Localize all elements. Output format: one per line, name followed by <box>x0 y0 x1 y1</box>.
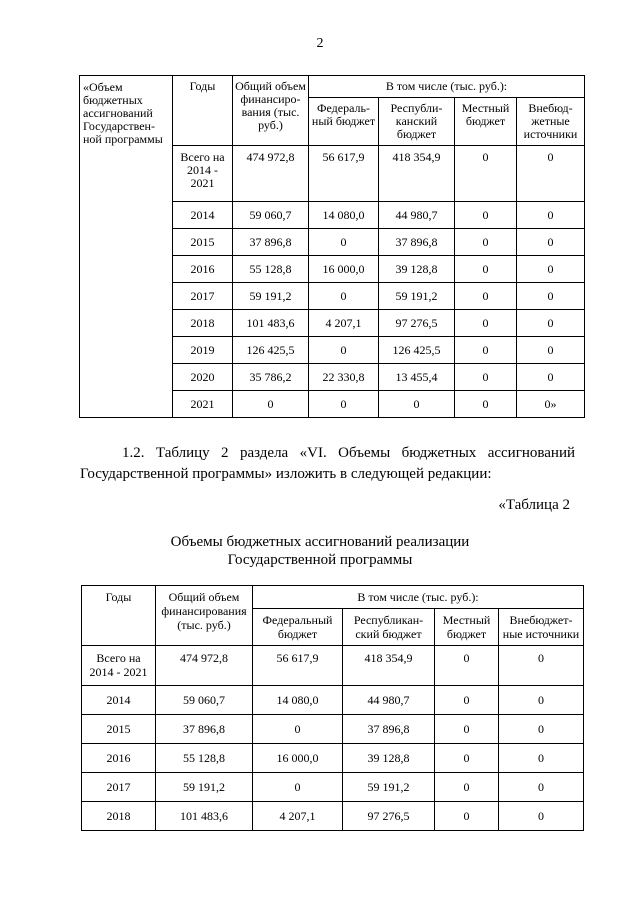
table1-cell-total: 37 896,8 <box>233 229 309 256</box>
table1-cell-year: 2017 <box>173 283 233 310</box>
table1-cell-federal: 0 <box>309 391 379 418</box>
table1-cell-extra: 0» <box>517 391 585 418</box>
table1-cell-federal: 16 000,0 <box>309 256 379 283</box>
table2-cell-federal: 0 <box>253 715 343 744</box>
table1-cell-federal: 0 <box>309 229 379 256</box>
table-number: «Таблица 2 <box>498 497 570 513</box>
table2-cell-total: 55 128,8 <box>156 744 253 773</box>
table1-header-row <box>80 76 585 98</box>
table2-cell-total: 59 191,2 <box>156 773 253 802</box>
table1-cell-local: 0 <box>455 256 517 283</box>
table1-cell-republic: 418 354,9 <box>379 146 455 202</box>
table2-cell-year: 2017 <box>82 773 156 802</box>
table2-cell-extra: 0 <box>499 802 584 831</box>
caption-line-2: Государственной программы <box>227 552 413 568</box>
table1-cell-republic: 39 128,8 <box>379 256 455 283</box>
table2-cell-federal: 14 080,0 <box>253 686 343 715</box>
table2-cell-local: 0 <box>435 802 499 831</box>
table1-header-republic: Республи-канский бюджет <box>379 98 455 146</box>
table2-cell-republic: 44 980,7 <box>343 686 435 715</box>
table1-cell-extra: 0 <box>517 229 585 256</box>
table2-cell-year: 2015 <box>82 715 156 744</box>
table2-cell-year: 2018 <box>82 802 156 831</box>
table1-cell-year: 2018 <box>173 310 233 337</box>
table1-cell-local: 0 <box>455 310 517 337</box>
table1-cell-year: 2015 <box>173 229 233 256</box>
table2-header-extra: Внебюджет-ные источники <box>499 609 584 646</box>
table1-header-total: Общий объем финансиро-вания (тыс. руб.) <box>233 76 309 146</box>
table1-cell-federal: 22 330,8 <box>309 364 379 391</box>
table1-cell-total: 59 191,2 <box>233 283 309 310</box>
table1-cell-federal: 14 080,0 <box>309 202 379 229</box>
table1-cell-year: 2019 <box>173 337 233 364</box>
table2-header-including: В том числе (тыс. руб.): <box>253 586 584 609</box>
table1-cell-total: 101 483,6 <box>233 310 309 337</box>
table1-cell-extra: 0 <box>517 364 585 391</box>
table-caption <box>0 533 640 569</box>
table1-cell-extra: 0 <box>517 310 585 337</box>
table1-cell-republic: 59 191,2 <box>379 283 455 310</box>
table1-header-local: Местный бюджет <box>455 98 517 146</box>
table2-cell-republic: 418 354,9 <box>343 646 435 686</box>
table1-cell-total: 59 060,7 <box>233 202 309 229</box>
table2-cell-local: 0 <box>435 744 499 773</box>
table2-cell-total: 59 060,7 <box>156 686 253 715</box>
table1-cell-total: 35 786,2 <box>233 364 309 391</box>
table2-header-local: Местный бюджет <box>435 609 499 646</box>
table2-cell-year: 2016 <box>82 744 156 773</box>
table1-cell-local: 0 <box>455 146 517 202</box>
table2-cell-local: 0 <box>435 715 499 744</box>
table1-cell-local: 0 <box>455 364 517 391</box>
table1-cell-federal: 4 207,1 <box>309 310 379 337</box>
table1-cell-republic: 0 <box>379 391 455 418</box>
table1-cell-total: 0 <box>233 391 309 418</box>
table2-cell-extra: 0 <box>499 686 584 715</box>
table1-cell-year: 2014 <box>173 202 233 229</box>
table1-cell-local: 0 <box>455 337 517 364</box>
paragraph-1-2 <box>80 443 575 485</box>
table1-header-including: В том числе (тыс. руб.): <box>309 76 585 98</box>
table1-cell-extra: 0 <box>517 256 585 283</box>
table2-cell-local: 0 <box>435 686 499 715</box>
table1-cell-republic: 126 425,5 <box>379 337 455 364</box>
table2-cell-republic: 39 128,8 <box>343 744 435 773</box>
table2-cell-federal: 0 <box>253 773 343 802</box>
table2-cell-total: 474 972,8 <box>156 646 253 686</box>
table2-header-republic: Республикан-ский бюджет <box>343 609 435 646</box>
table2-row <box>82 744 584 773</box>
table1-label-cell: «Объем бюджетных ассигнований Государствен-ной программы <box>80 76 173 418</box>
table2-header-total: Общий объем финансирования (тыс. руб.) <box>156 586 253 646</box>
table2-cell-republic: 37 896,8 <box>343 715 435 744</box>
table2-cell-extra: 0 <box>499 646 584 686</box>
table2-cell-federal: 4 207,1 <box>253 802 343 831</box>
table2-cell-extra: 0 <box>499 773 584 802</box>
caption-line-1: Объемы бюджетных ассигнований реализации <box>170 534 470 550</box>
table2-row <box>82 686 584 715</box>
table1-cell-federal: 56 617,9 <box>309 146 379 202</box>
table2-cell-extra: 0 <box>499 715 584 744</box>
budget-table-1 <box>79 75 585 418</box>
table1-header-years: Годы <box>173 76 233 146</box>
table1-cell-republic: 13 455,4 <box>379 364 455 391</box>
table2-cell-year: Всего на 2014 - 2021 <box>82 646 156 686</box>
table2-cell-federal: 56 617,9 <box>253 646 343 686</box>
table2-cell-total: 37 896,8 <box>156 715 253 744</box>
table1-header-extra: Внебюд-жетные источники <box>517 98 585 146</box>
table1-cell-total: 474 972,8 <box>233 146 309 202</box>
table1-cell-year: 2020 <box>173 364 233 391</box>
table1-cell-republic: 44 980,7 <box>379 202 455 229</box>
table1-cell-republic: 97 276,5 <box>379 310 455 337</box>
table2-header-row <box>82 586 584 609</box>
table1-cell-year: 2016 <box>173 256 233 283</box>
table2-header-years: Годы <box>82 586 156 646</box>
table1-cell-republic: 37 896,8 <box>379 229 455 256</box>
table2-cell-year: 2014 <box>82 686 156 715</box>
table1-cell-local: 0 <box>455 391 517 418</box>
table1-cell-local: 0 <box>455 202 517 229</box>
table2-row <box>82 773 584 802</box>
table1-cell-year: Всего на 2014 - 2021 <box>173 146 233 202</box>
table1-cell-year: 2021 <box>173 391 233 418</box>
table2-row <box>82 715 584 744</box>
page-number: 2 <box>316 36 324 51</box>
budget-table-2 <box>81 585 584 831</box>
table2-cell-republic: 97 276,5 <box>343 802 435 831</box>
table2-cell-local: 0 <box>435 773 499 802</box>
table2-cell-extra: 0 <box>499 744 584 773</box>
table1-cell-total: 55 128,8 <box>233 256 309 283</box>
table1-cell-extra: 0 <box>517 202 585 229</box>
table2-cell-federal: 16 000,0 <box>253 744 343 773</box>
paragraph-text: 1.2. Таблицу 2 раздела «VI. Объемы бюджетных ассигнований Государственной программы» изложить в следующей редакции: <box>80 445 575 482</box>
table1-cell-total: 126 425,5 <box>233 337 309 364</box>
table2-row <box>82 646 584 686</box>
table1-cell-local: 0 <box>455 283 517 310</box>
table1-cell-federal: 0 <box>309 283 379 310</box>
table2-cell-local: 0 <box>435 646 499 686</box>
table1-cell-extra: 0 <box>517 146 585 202</box>
table1-cell-federal: 0 <box>309 337 379 364</box>
table2-cell-total: 101 483,6 <box>156 802 253 831</box>
table1-cell-local: 0 <box>455 229 517 256</box>
table1-cell-extra: 0 <box>517 283 585 310</box>
table1-cell-extra: 0 <box>517 337 585 364</box>
table2-row <box>82 802 584 831</box>
table1-header-federal: Федераль-ный бюджет <box>309 98 379 146</box>
table2-cell-republic: 59 191,2 <box>343 773 435 802</box>
table2-header-federal: Федеральный бюджет <box>253 609 343 646</box>
